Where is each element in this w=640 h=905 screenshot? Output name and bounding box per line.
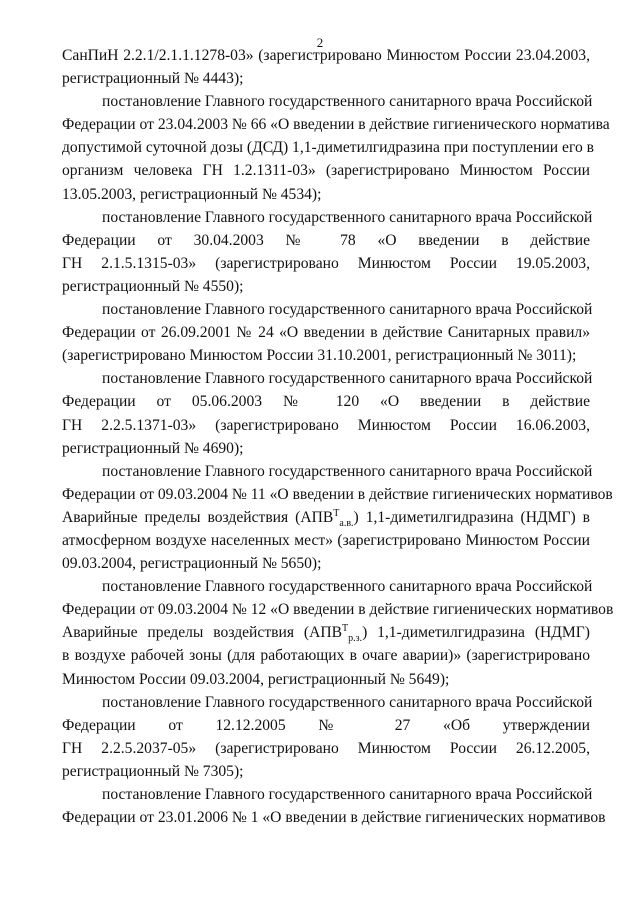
text-line: регистрационный № 7305); <box>62 762 244 780</box>
text-line: Федерации от 09.03.2004 № 12 «О введении в действие гигиенических нормативов <box>62 601 614 619</box>
text-line: постановление Главного государственного санитарного врача Российской <box>102 301 593 319</box>
text-line: Федерации от 12.12.2005 № 27 «Об утверждении <box>62 716 590 734</box>
text-line: 13.05.2003, регистрационный № 4534); <box>62 185 322 203</box>
text-segment: Аварийные пределы воздействия (АПВ <box>62 624 342 642</box>
text-line: Минюстом России 09.03.2004, регистрационный № 5649); <box>62 670 450 688</box>
text-line: Федерации от 05.06.2003 № 120 «О введении в действие <box>62 393 590 411</box>
superscript: Т <box>342 623 349 635</box>
text-line: постановление Главного государственного санитарного врача Российской <box>102 462 593 480</box>
text-line: постановление Главного государственного санитарного врача Российской <box>102 693 593 711</box>
text-line: Федерации от 30.04.2003 № 78 «О введении в действие <box>62 231 590 249</box>
text-line <box>62 621 590 644</box>
text-segment: ) 1,1-диметилгидразина (НДМГ) <box>362 624 591 642</box>
document-body <box>62 44 614 829</box>
text-line: регистрационный № 4690); <box>62 439 244 457</box>
subscript: р.з. <box>348 633 363 645</box>
text-line: Федерации от 23.04.2003 № 66 «О введении в действие гигиенического норматива <box>62 116 610 134</box>
subscript: а.в. <box>339 517 354 529</box>
text-line: ГН 2.1.5.1315-03» (зарегистрировано Минюстом России 19.05.2003, <box>62 254 590 272</box>
text-line: атмосферном воздухе населенных мест» (зарегистрировано Минюстом России <box>62 531 590 549</box>
text-line: постановление Главного государственного санитарного врача Российской <box>102 208 593 226</box>
text-line: постановление Главного государственного санитарного врача Российской <box>102 786 593 803</box>
text-line: постановление Главного государственного санитарного врача Российской <box>102 370 593 388</box>
text-line: постановление Главного государственного санитарного врача Российской <box>102 93 593 111</box>
text-line: допустимой суточной дозы (ДСД) 1,1-диметилгидразина при поступлении его в <box>62 139 595 157</box>
text-line: организм человека ГН 1.2.1311-03» (зарегистрировано Минюстом России <box>62 162 590 180</box>
text-line: СанПиН 2.2.1/2.1.1.1278-03» (зарегистрировано Минюстом России 23.04.2003, <box>62 47 590 64</box>
text-line <box>62 506 590 529</box>
text-segment: ) 1,1-диметилгидразина (НДМГ) в <box>353 508 590 526</box>
text-line: Федерации от 09.03.2004 № 11 «О введении в действие гигиенических нормативов <box>62 485 613 503</box>
text-line: постановление Главного государственного санитарного врача Российской <box>102 578 593 596</box>
page-number: 2 <box>316 35 324 50</box>
text-line: ГН 2.2.5.2037-05» (зарегистрировано Минюстом России 26.12.2005, <box>62 739 590 757</box>
text-line: ГН 2.2.5.1371-03» (зарегистрировано Минюстом России 16.06.2003, <box>62 416 590 434</box>
text-line: (зарегистрировано Минюстом России 31.10.2001, регистрационный № 3011); <box>62 347 577 365</box>
text-line: в воздухе рабочей зоны (для работающих в очаге аварии)» (зарегистрировано <box>62 647 590 665</box>
text-line: Федерации от 26.09.2001 № 24 «О введении в действие Санитарных правил» <box>62 324 590 342</box>
text-line: 09.03.2004, регистрационный № 5650); <box>62 555 322 573</box>
text-segment: Аварийные пределы воздействия (АПВ <box>62 508 334 526</box>
text-line: регистрационный № 4550); <box>62 277 244 295</box>
text-line: Федерации от 23.01.2006 № 1 «О введении в действие гигиенических нормативов <box>62 809 606 827</box>
superscript: Т <box>333 507 340 519</box>
text-line: регистрационный № 4443); <box>62 70 244 88</box>
